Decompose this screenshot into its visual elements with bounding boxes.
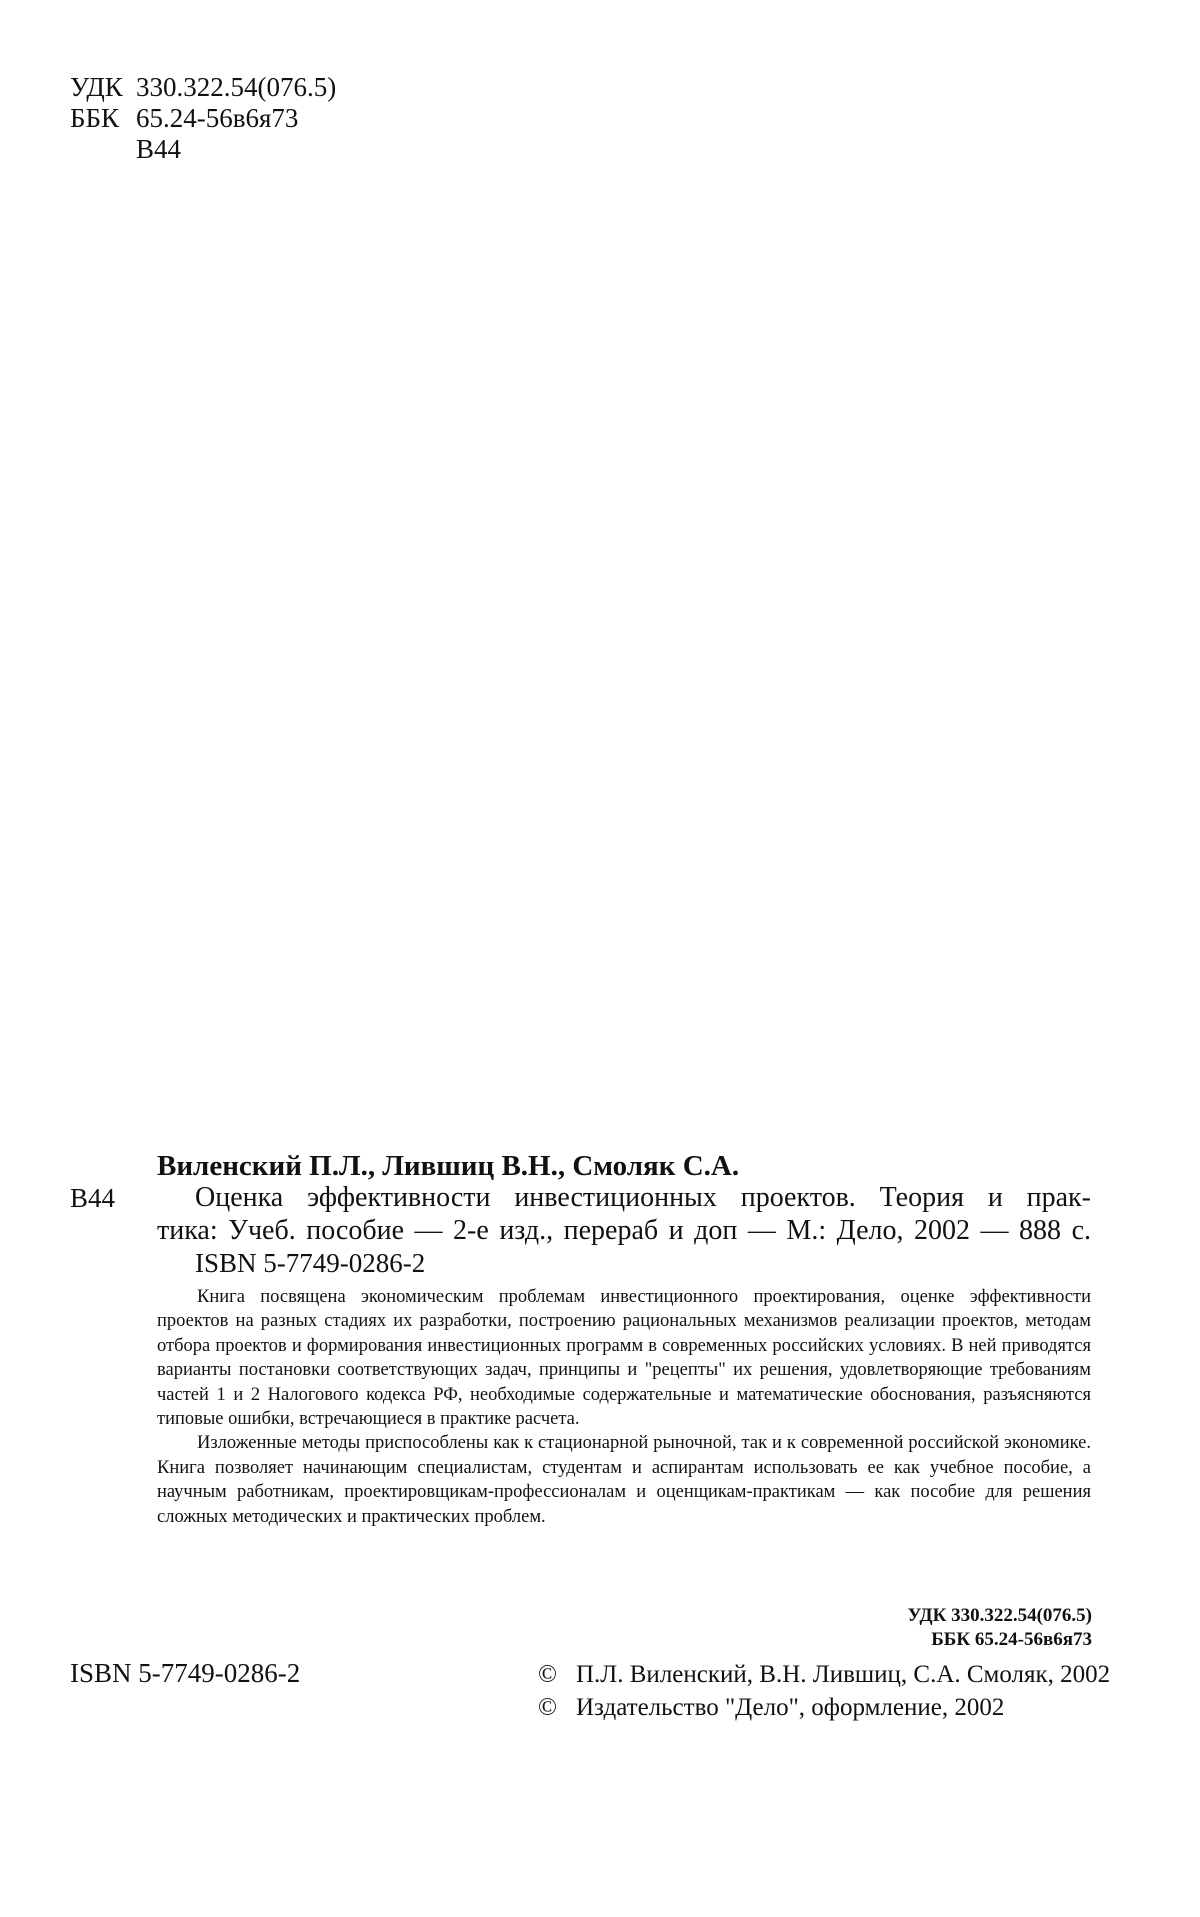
authors-heading: Виленский П.Л., Лившиц В.Н., Смоляк С.А. [157,1150,740,1182]
book-title-block [157,1181,1091,1247]
copyright-line-2 [538,1691,1110,1724]
udk-label: УДК [70,72,123,102]
copyright-symbol-2: © [538,1694,557,1721]
bbk-label: ББК [70,103,120,133]
copyright-block [538,1658,1110,1724]
bbk-value: 65.24-56в6я73 [136,103,299,133]
copyright-text-1: П.Л. Виленский, В.Н. Лившиц, С.А. Смоляк, 2002 [576,1661,1111,1688]
udk-value: 330.322.54(076.5) [136,72,337,102]
title-line-1: Оценка эффективности инвестиционных проектов. Теория и прак- [195,1182,1091,1213]
isbn-entry: ISBN 5-7749-0286-2 [195,1248,426,1278]
bbk-row [70,103,336,134]
title-line-2: тика: Учеб. пособие — 2-е изд., перераб и доп — М.: Дело, 2002 — 888 с. [157,1215,1091,1246]
annotation-paragraph-2: Изложенные методы приспособлены как к стационарной рыночной, так и к современной российской экономике. Книга позволяет начинающим специалистам, студентам и аспирантам использовать ее как учебное пособие, а научным работникам, проектировщикам-профессионалам и оценщикам-практикам — как пособие для решения сложных методических и практических проблем. [157,1433,1091,1527]
author-cutter-top: В44 [136,134,182,164]
copyright-line-1 [538,1658,1110,1691]
annotation [157,1285,1091,1529]
author-cutter-entry: В44 [70,1183,116,1213]
classification-footer [907,1604,1092,1652]
classification-block [70,72,336,165]
isbn-footer: ISBN 5-7749-0286-2 [70,1658,301,1688]
udk-footer: УДК 330.322.54(076.5) [907,1605,1092,1626]
bbk-footer: ББК 65.24-56в6я73 [931,1629,1092,1650]
annotation-paragraph-1: Книга посвящена экономическим проблемам инвестиционного проектирования, оценке эффективности проектов на разных стадиях их разработки, построению рациональных механизмов реализации проектов, методам отбора проектов и формирования инвестиционных программ в современных российских условиях. В ней приводятся варианты постановки соответствующих задач, принципы и "рецепты" их решения, удовлетворяющие требованиям частей 1 и 2 Налогового кодекса РФ, необходимые содержательные и математические обоснования, разъясняются типовые ошибки, встречающиеся в практике расчета. [157,1287,1091,1430]
copyright-symbol-1: © [538,1661,557,1688]
udk-row [70,72,336,103]
copyright-text-2: Издательство "Дело", оформление, 2002 [576,1694,1005,1721]
